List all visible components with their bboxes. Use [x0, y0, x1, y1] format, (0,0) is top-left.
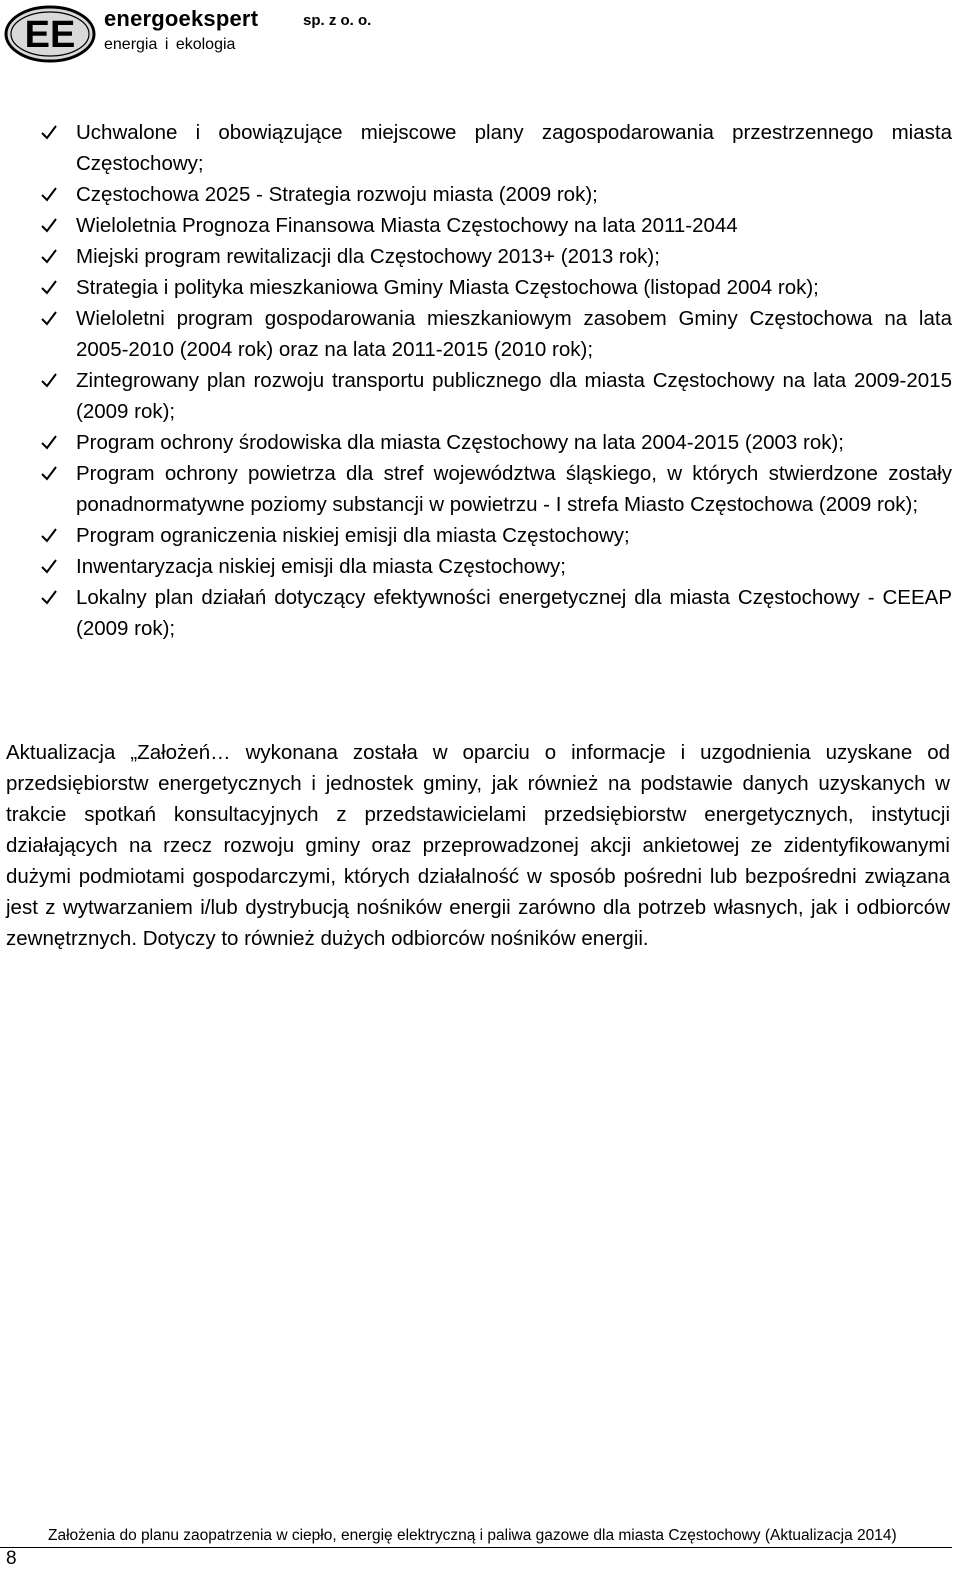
company-name: energoekspert	[104, 6, 259, 31]
list-item-text: Wieloletnia Prognoza Finansowa Miasta Częstochowy na lata 2011-2044	[76, 214, 738, 237]
list-item-text: Uchwalone i obowiązujące miejscowe plany zagospodarowania przestrzennego miasta Częstochowy;	[76, 121, 952, 175]
checkmark-icon	[40, 216, 58, 234]
list-item	[0, 582, 960, 644]
checkmark-icon	[40, 526, 58, 544]
list-item-text: Program ograniczenia niskiej emisji dla miasta Częstochowy;	[76, 524, 630, 547]
checkmark-icon	[40, 557, 58, 575]
list-item-text: Lokalny plan działań dotyczący efektywności energetycznej dla miasta Częstochowy - CEEAP (2009 rok);	[76, 586, 952, 640]
list-item	[0, 179, 960, 210]
list-item-text: Wieloletni program gospodarowania mieszkaniowym zasobem Gminy Częstochowa na lata 2005-2010 (2004 rok) oraz na lata 2011-2015 (2010 rok);	[76, 307, 952, 361]
list-item	[0, 303, 960, 365]
list-item	[0, 520, 960, 551]
checkmark-icon	[40, 433, 58, 451]
logo-text: EE	[24, 14, 76, 56]
body-paragraph: Aktualizacja „Założeń… wykonana została w oparciu o informacje i uzgodnienia uzyskane od przedsiębiorstw energetycznych i jednostek gminy, jak również na podstawie danych uzyskanych w trakcie spotkań konsultacyjnych z przedstawicielami przedsiębiorstw energetycznych, instytucji działających na rzecz rozwoju gminy oraz przeprowadzonej akcji ankietowej ze zidentyfikowanymi dużymi podmiotami gospodarczymi, których działalność w sposób pośredni lub bezpośredni związana jest z wytwarzaniem i/lub dystrybucją nośników energii zarówno dla potrzeb własnych, jak i odbiorców zewnętrznych. Dotyczy to również dużych odbiorców nośników energii.	[6, 741, 950, 950]
list-item	[0, 427, 960, 458]
list-item	[0, 458, 960, 520]
checkmark-icon	[40, 371, 58, 389]
list-item	[0, 241, 960, 272]
checkmark-icon	[40, 185, 58, 203]
checkmark-icon	[40, 123, 58, 141]
footer-divider	[0, 1547, 952, 1548]
checkmark-icon	[40, 588, 58, 606]
list-item-text: Miejski program rewitalizacji dla Częstochowy 2013+ (2013 rok);	[76, 245, 660, 268]
checkmark-icon	[40, 309, 58, 327]
page-number: 8	[6, 1548, 17, 1569]
checkmark-icon	[40, 247, 58, 265]
company-tagline: energia i ekologia	[104, 36, 236, 53]
footer-title: Założenia do planu zaopatrzenia w ciepło, energię elektryczną i paliwa gazowe dla miasta Częstochowy (Aktualizacja 2014)	[48, 1527, 897, 1544]
list-item-text: Program ochrony powietrza dla stref województwa śląskiego, w których stwierdzone zostały ponadnormatywne poziomy substancji w powietrzu - I strefa Miasto Częstochowa (2009 rok);	[76, 462, 952, 516]
list-item	[0, 551, 960, 582]
page-header	[0, 0, 960, 70]
list-item-text: Częstochowa 2025 - Strategia rozwoju miasta (2009 rok);	[76, 183, 598, 206]
list-item-text: Zintegrowany plan rozwoju transportu publicznego dla miasta Częstochowy na lata 2009-2015 (2009 rok);	[76, 369, 952, 423]
company-suffix: sp. z o. o.	[303, 12, 372, 29]
list-item-text: Strategia i polityka mieszkaniowa Gminy Miasta Częstochowa (listopad 2004 rok);	[76, 276, 819, 299]
list-item	[0, 117, 960, 179]
checkmark-icon	[40, 278, 58, 296]
list-item	[0, 272, 960, 303]
list-item-text: Program ochrony środowiska dla miasta Częstochowy na lata 2004-2015 (2003 rok);	[76, 431, 844, 454]
list-item	[0, 210, 960, 241]
document-checklist	[0, 117, 960, 644]
ee-logo-icon	[4, 4, 98, 64]
list-item	[0, 365, 960, 427]
list-item-text: Inwentaryzacja niskiej emisji dla miasta Częstochowy;	[76, 555, 566, 578]
checkmark-icon	[40, 464, 58, 482]
